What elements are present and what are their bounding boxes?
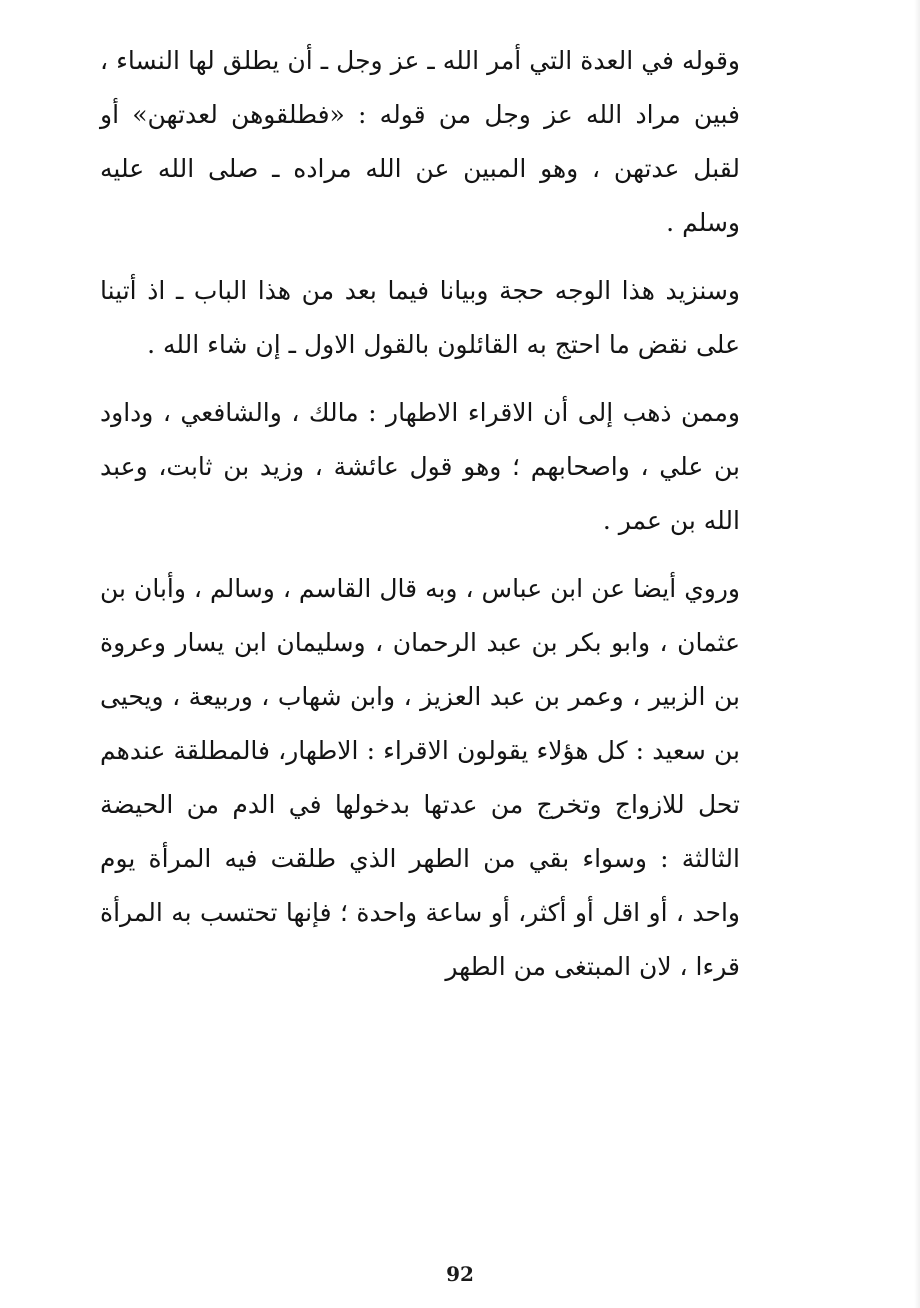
paragraph-4: وروي أيضا عن ابن عباس ، وبه قال القاسم ، وسالم ، وأبان بن عثمان ، وابو بكر بن عبد الرحمان ، وسليمان ابن يسار وعروة بن الزبير ، وعمر بن عبد العزيز ، وابن شهاب ، وربيعة ، ويحيى بن سعيد : كل هؤلاء يقولون الاقراء : الاطهار، فالمطلقة عندهم تحل للازواج وتخرج من عدتها بدخولها في الدم من الحيضة الثالثة : وسواء بقي من الطهر الذي طلقت فيه المرأة يوم واحد ، أو اقل أو أكثر، أو ساعة واحدة ؛ فإنها تحتسب به المرأة قرءا ، لان المبتغى من الطهر bbox=[100, 574, 740, 981]
paragraph-spacer bbox=[100, 372, 740, 386]
paragraph-3: وممن ذهب إلى أن الاقراء الاطهار : مالك ، والشافعي ، وداود بن علي ، واصحابهم ؛ وهو قول عائشة ، وزيد بن ثابت، وعبد الله بن عمر . bbox=[100, 398, 740, 535]
paragraph-spacer bbox=[100, 250, 740, 264]
paragraph-2: وسنزيد هذا الوجه حجة وبيانا فيما بعد من هذا الباب ـ اذ أتينا على نقض ما احتج به القائلون بالقول الاول ـ إن شاء الله . bbox=[100, 276, 740, 359]
paragraph-spacer bbox=[100, 548, 740, 562]
page-edge-shadow bbox=[914, 0, 920, 1308]
paragraph-1: وقوله في العدة التي أمر الله ـ عز وجل ـ أن يطلق لها النساء ، فبين مراد الله عز وجل من قوله : «فطلقوهن لعدتهن» أو لقبل عدتهن ، وهو المبين عن الله مراده ـ صلى الله عليه وسلم . bbox=[100, 46, 740, 237]
body-text bbox=[100, 34, 740, 994]
page-number: 92 bbox=[446, 1262, 474, 1286]
